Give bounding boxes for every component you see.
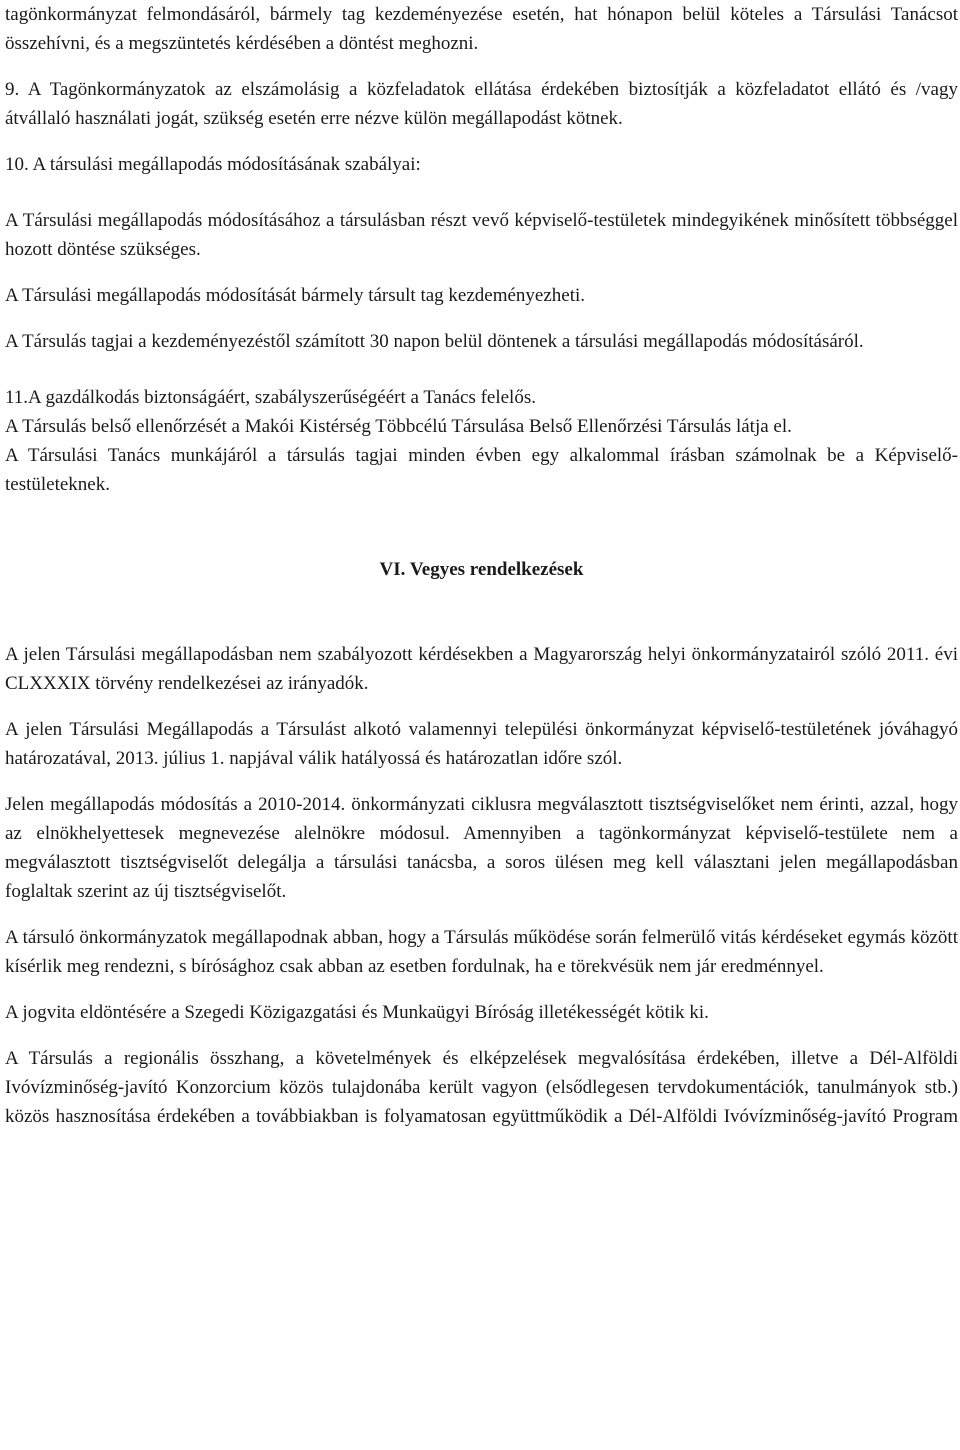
- spacer: [5, 584, 958, 640]
- section-paragraph-2: A jelen Társulási Megállapodás a Társulást alkotó valamennyi települési önkormányzat képviselő-testületének jóváhagyó határozatával, 2013. július 1. napjával válik hatályossá és határozatlan időre szól.: [5, 719, 958, 769]
- item-11-title: 11.A gazdálkodás biztonságáért, szabályszerűségéért a Tanács felelős.: [5, 387, 536, 408]
- item-10-paragraph-1: A Társulási megállapodás módosításához a társulásban részt vevő képviselő-testületek mindegyikének minősített többséggel hozott döntése szükséges.: [5, 210, 958, 260]
- spacer: [5, 356, 958, 383]
- section-paragraph-3: Jelen megállapodás módosítás a 2010-2014. önkormányzati ciklusra megválasztott tisztségviselőket nem érinti, azzal, hogy az elnökhelyettesek megnevezése alelnökre módosul. Amennyiben a tagönkormányzat képviselő-testülete nem a megválasztott tisztségviselőt delegálja a társulási tanácsba, a soros ülésen meg kell választani jelen megállapodásban foglaltak szerint az új tisztségviselőt.: [5, 794, 958, 902]
- section-paragraph-6: A Társulás a regionális összhang, a követelmények és elképzelések megvalósítása érdekében, illetve a Dél-Alföldi Ivóvízminőség-javító Konzorcium közös tulajdonába került vagyon (elsődlegesen tervdokumentációk, tanulmányok stb.) közös hasznosítása érdekében a továbbiakban is folyamatosan együttműködik a Dél-Alföldi Ivóvízminőség-javító Program: [5, 1048, 958, 1127]
- spacer: [5, 773, 958, 790]
- item-9-paragraph: 9. A Tagönkormányzatok az elszámolásig a közfeladatok ellátása érdekében biztosítják a közfeladatot ellátó és /vagy átvállaló használati jogát, szükség esetén erre nézve külön megállapodást kötnek.: [5, 79, 958, 129]
- section-heading: VI. Vegyes rendelkezések: [379, 559, 584, 580]
- section-paragraph-4: A társuló önkormányzatok megállapodnak abban, hogy a Társulás működése során felmerülő vitás kérdéseket egymás között kísérlik meg rendezni, s bírósághoz csak abban az esetben fordulnak, ha e törekvésük nem jár eredménnyel.: [5, 927, 958, 977]
- spacer: [5, 58, 958, 75]
- spacer: [5, 264, 958, 281]
- item-11-paragraph-2: A Társulási Tanács munkájáról a társulás tagjai minden évben egy alkalommal írásban számolnak be a Képviselő-testületeknek.: [5, 445, 958, 495]
- spacer: [5, 906, 958, 923]
- spacer: [5, 698, 958, 715]
- item-10-paragraph-3: A Társulás tagjai a kezdeményezéstől számított 30 napon belül döntenek a társulási megállapodás módosításáról.: [5, 331, 864, 352]
- spacer: [5, 179, 958, 206]
- item-10-title: 10. A társulási megállapodás módosításának szabályai:: [5, 154, 421, 175]
- spacer: [5, 1027, 958, 1044]
- item-10-paragraph-2: A Társulási megállapodás módosítását bármely társult tag kezdeményezheti.: [5, 285, 586, 306]
- spacer: [5, 133, 958, 150]
- section-paragraph-1: A jelen Társulási megállapodásban nem szabályozott kérdésekben a Magyarország helyi önkormányzatairól szóló 2011. évi CLXXXIX törvény rendelkezései az irányadók.: [5, 644, 958, 694]
- spacer: [5, 499, 958, 555]
- document-page: [5, 0, 958, 1160]
- item-11-paragraph-1: A Társulás belső ellenőrzését a Makói Kistérség Többcélú Társulása Belső Ellenőrzési Társulás látja el.: [5, 416, 792, 437]
- intro-paragraph: tagönkormányzat felmondásáról, bármely tag kezdeményezése esetén, hat hónapon belül köteles a Társulási Tanácsot összehívni, és a megszüntetés kérdésében a döntést meghozni.: [5, 4, 958, 54]
- section-paragraph-5: A jogvita eldöntésére a Szegedi Közigazgatási és Munkaügyi Bíróság illetékességét kötik ki.: [5, 1002, 709, 1023]
- spacer: [5, 310, 958, 327]
- spacer: [5, 981, 958, 998]
